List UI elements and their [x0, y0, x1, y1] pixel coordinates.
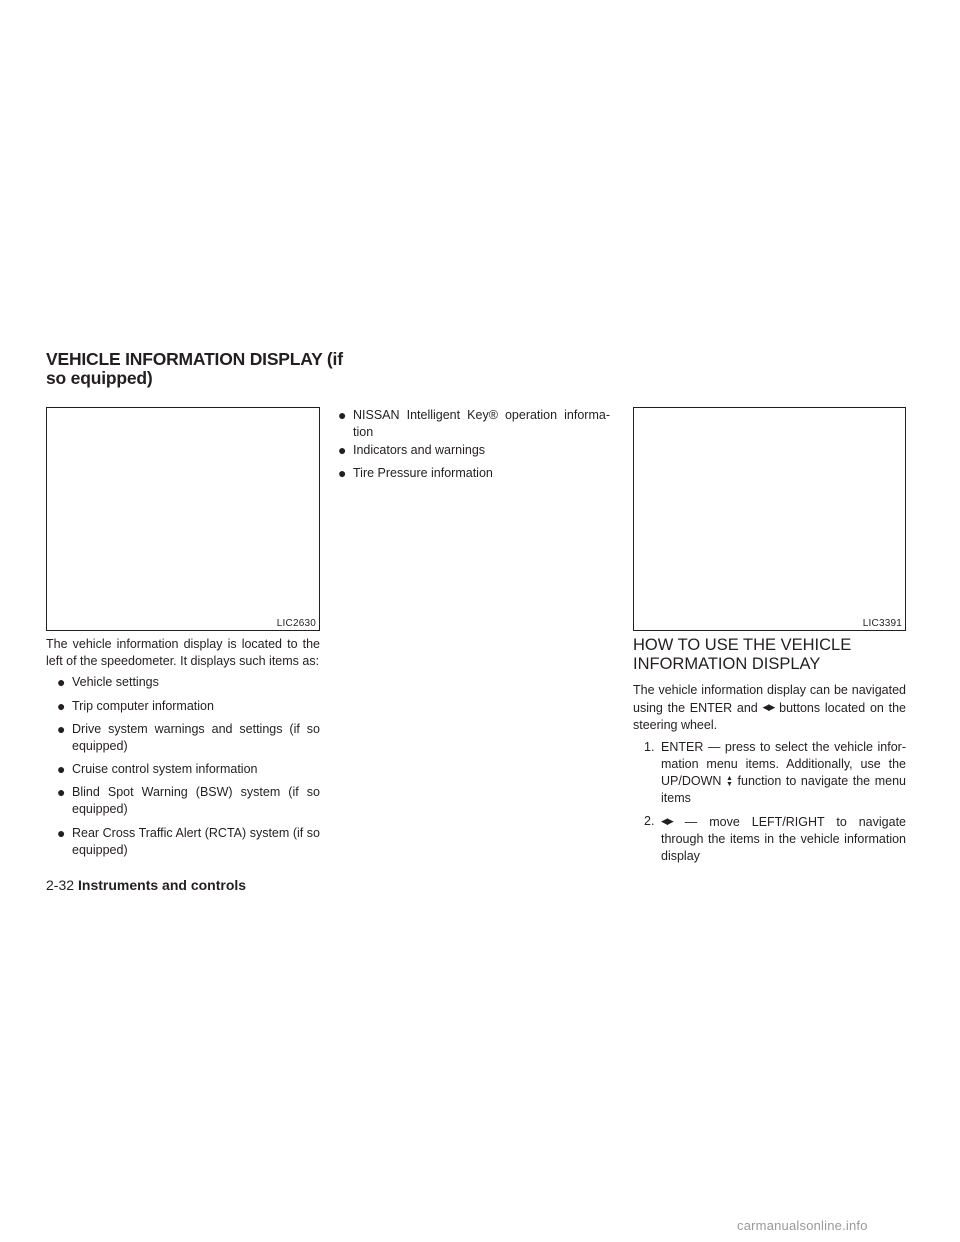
section-title-line-2: so equipped) [46, 368, 153, 388]
bullet-dot: ● [57, 784, 66, 800]
bullet-item: ● Rear Cross Traffic Alert (RCTA) system (if so equipped) [57, 825, 320, 857]
howto-heading [633, 636, 913, 674]
step-2: 2. ◀▶ — move LEFT/RIGHT to navigate through the items in the vehicle information display [644, 814, 906, 863]
bullet-item: ● Drive system warnings and settings (if so equipped) [57, 721, 320, 753]
page-footer [46, 876, 246, 894]
bullet-item: ● Trip computer information [57, 698, 214, 714]
up-down-arrows-icon: ▲ ▼ [726, 775, 733, 788]
bullet-item: ● Blind Spot Warning (BSW) system (if so equipped) [57, 784, 320, 816]
figure-lic3391 [633, 407, 906, 631]
figure-code: LIC3391 [862, 618, 902, 629]
bullet-item: ● Cruise control system information [57, 761, 258, 777]
figure-lic2630 [46, 407, 320, 631]
bullet-dot: ● [338, 442, 347, 458]
intro-paragraph: The vehicle information display is located to the left of the speedometer. It displays such items as: [46, 637, 320, 668]
bullet-item: ● NISSAN Intelligent Key® operation informa-tion [338, 407, 610, 439]
step-number: 2. [644, 814, 655, 828]
howto-heading-line-1: HOW TO USE THE VEHICLE [633, 636, 852, 654]
left-right-arrows-icon: ◀▶ [762, 702, 775, 712]
bullet-dot: ● [57, 825, 66, 841]
section-title [46, 350, 346, 388]
bullet-item: ● Indicators and warnings [338, 442, 486, 458]
section-title-line-1: VEHICLE INFORMATION DISPLAY (if [46, 349, 343, 369]
chapter-title: Instruments and controls [78, 877, 247, 893]
howto-heading-line-2: INFORMATION DISPLAY [633, 655, 821, 673]
bullet-dot: ● [57, 761, 66, 777]
step-1: 1. ENTER — press to select the vehicle infor-mation menu items. Additionally, use the UP/DOWN ▲ ▼ function to navigate the menu items [644, 740, 906, 805]
bullet-item: ● Tire Pressure information [338, 465, 493, 481]
figure-code: LIC2630 [276, 618, 316, 629]
step-number: 1. [644, 740, 655, 754]
left-right-arrows-icon: ◀▶ [661, 816, 673, 826]
bullet-item: ● Vehicle settings [57, 674, 159, 690]
bullet-dot: ● [57, 698, 66, 714]
watermark: carmanualsonline.info [737, 1218, 868, 1233]
page-number: 2-32 [46, 877, 75, 893]
bullet-dot: ● [338, 465, 347, 481]
bullet-dot: ● [338, 407, 347, 423]
bullet-dot: ● [57, 674, 66, 690]
bullet-dot: ● [57, 721, 66, 737]
howto-paragraph: The vehicle information display can be navigated using the ENTER and ◀▶ buttons located on the steering wheel. [633, 683, 906, 732]
